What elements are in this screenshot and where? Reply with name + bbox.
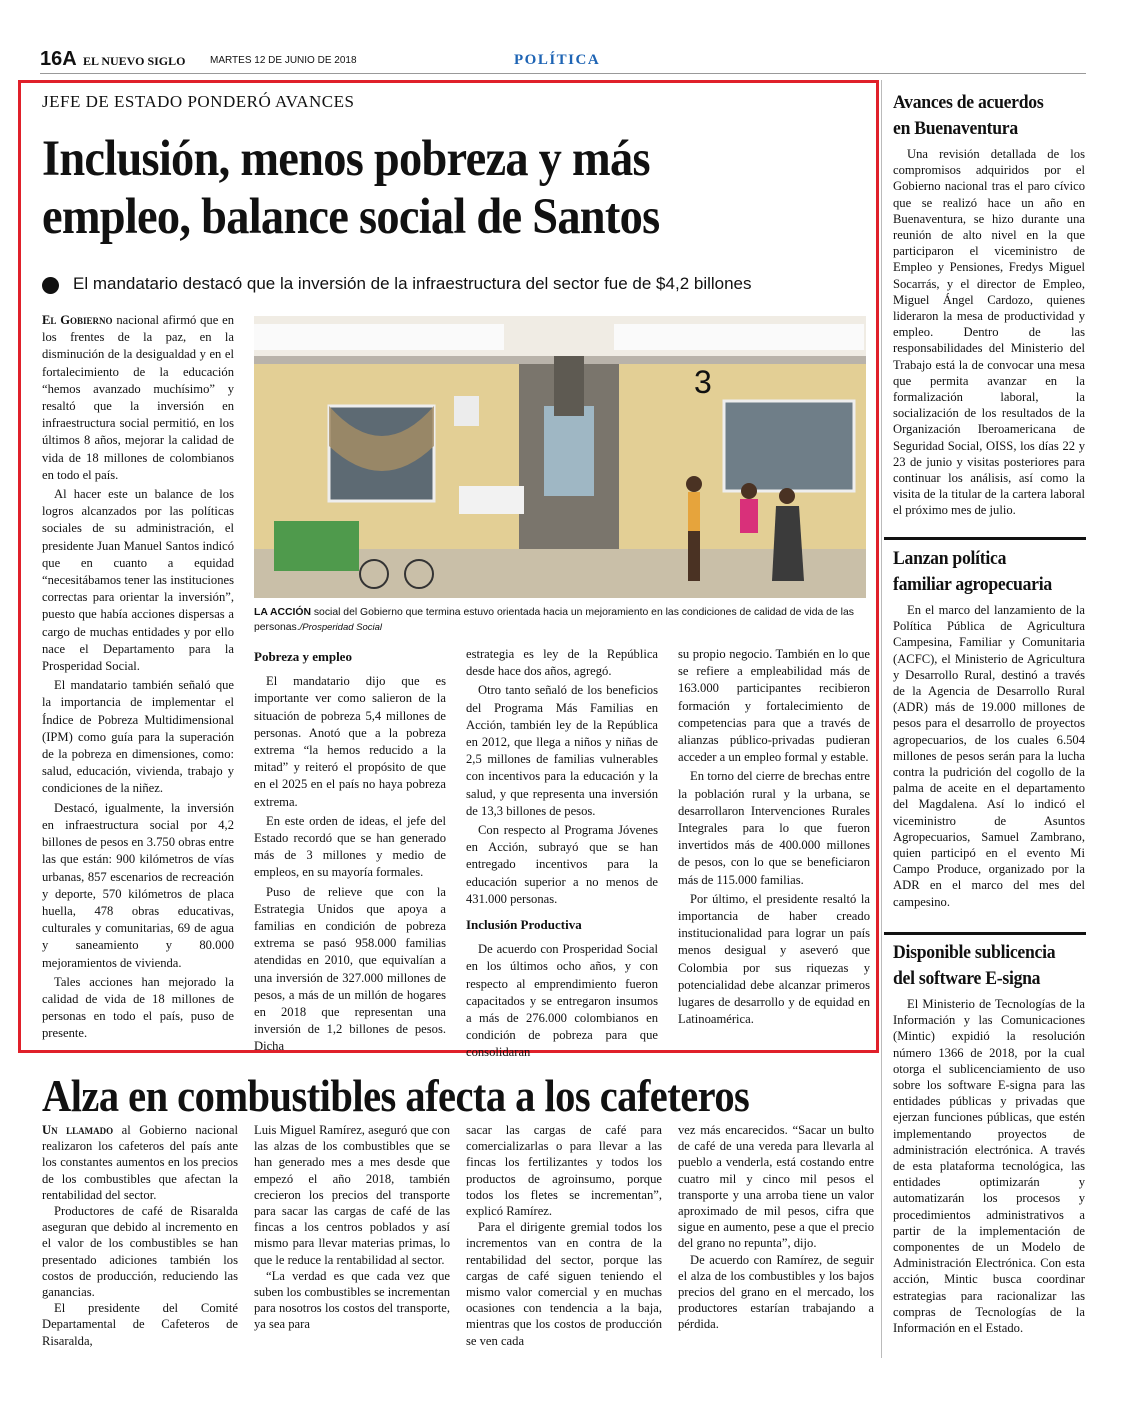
paragraph: Puso de relieve que con la Estrategia Unidos que apoya a familias en condición de pobreza extrema se pasó 958.000 familias atendidas en 2010, que equivalían a una inversión de 327.000 millones de pesos, a más de un millón de hogares en 2018 que representan una inversión de 1,2 billones de pesos. Dicha <box>254 884 446 1054</box>
paragraph: Destacó, igualmente, la inversión en infraestructura social por 4,2 billones de pesos en 3.750 obras entre las que están: 900 kilómetros de vías urbanas, 857 escenarios de recreación y deporte, 570 kilómetros de placa huella, 478 obras educativas, culturales y comunitarias, 69 de agua y saneamiento y 80.000 mejoramientos de vivienda. <box>42 800 234 970</box>
second-article-headline: Alza en combustibles afecta a los cafeteros <box>42 1070 750 1121</box>
paragraph: De acuerdo con Prosperidad Social en los últimos ocho años, y con respecto al emprendimiento fueron capacitados y se entregaron insumos a más de 276.000 colombianos en condición de pobreza para que consolidaran <box>466 942 658 1060</box>
paragraph: Por último, el presidente resaltó la importancia de haber creado institucionalidad para lograr un país menos desigual y aseveró que Colombia por sus riquezas y potencialidad debe alcanzar primeros lugares de desarrollo y de equidad en Latinoamérica. <box>678 891 870 1027</box>
photo-credit: /Prosperidad Social <box>299 622 383 633</box>
second-article-column-2 <box>254 1122 450 1333</box>
paragraph: El presidente del Comité Departamental de Cafeteros de Risaralda, <box>42 1301 238 1348</box>
paragraph: De acuerdo con Ramírez, de seguir el alza de los combustibles y los bajos precios del grano en el mercado, los productores estarían trabajando a pérdida. <box>678 1252 874 1332</box>
sidebar-brief-agropecuaria <box>893 546 1085 910</box>
newspaper-name: EL NUEVO SIGLO <box>83 54 186 68</box>
second-article-column-1 <box>42 1122 238 1349</box>
deck-bullet-icon <box>42 277 59 294</box>
article-column-3 <box>466 646 658 1064</box>
paragraph: vez más encarecidos. “Sacar un bulto de café de una vereda para llevarla al pueblo a venderla, está costando entre cuatro mil y cinco mil pesos el transporte y una arroba tiene un valor aproximado de mil pesos, cifra que sigue en aumento, pese a que el precio del grano no repunta”, dijo. <box>678 1123 874 1251</box>
paragraph: Un llamado al Gobierno nacional realizaron los cafeteros del país ante los constantes aumentos en los precios de los combustibles que afectan la rentabilidad del sector. <box>42 1123 239 1202</box>
paragraph: En torno del cierre de brechas entre la población rural y la urbana, se desarrollaron Intervenciones Rurales Integrales para lo que fueron invertidos más de 400.000 millones de pesos, con lo que se beneficiaron más de 115.000 familias. <box>678 769 870 887</box>
subheading: Pobreza y empleo <box>254 649 352 664</box>
column-divider <box>881 80 882 1358</box>
lead-in: El Gobierno <box>42 313 113 327</box>
photo-caption <box>254 605 866 635</box>
paragraph: El Gobierno nacional afirmó que en los frentes de la paz, en la disminución de la desigualdad y en el fortalecimiento de la educación “hemos avanzado muchísimo” y resaltó que la inversión en infraestructura social permitió, en los últimos 8 años, mejorar la calidad de vida de 18 millones de colombianos en todo el país. <box>42 313 234 482</box>
building-number-sign: 3 <box>694 364 712 400</box>
housing-photo-illustration <box>254 316 866 598</box>
paragraph: Otro tanto señaló de los beneficios del Programa Más Familias en Acción, también ley de la República en 2012, que llega a niños y niñas de 2,5 millones de familias vulnerables con incentivos para la educación y la salud, y que representa una inversión de 13,3 billones de pesos. <box>466 683 658 818</box>
lead-in: Un llamado <box>42 1123 114 1137</box>
paragraph: sacar las cargas de café para comercializarlas o para llevar a las fincas los fertilizantes y todos los productos de agroinsumo, porque todos los fletes se incrementan”, explicó Ramírez. <box>466 1123 662 1219</box>
section-title: POLÍTICA <box>514 52 601 68</box>
brief-title: Avances de acuerdos en Buenaventura <box>893 92 1044 139</box>
paragraph: Al hacer este un balance de los logros alcanzados por las políticas sociales de su administración, el presidente Juan Manuel Santos indicó que en cuanto a equidad “necesitábamos tener las instituciones correctas para orientar la inversión”, puesto que había acciones dispersas a cargo de muchas entidades y por ello nace el Departamento para la Prosperidad Social. <box>42 487 234 674</box>
headline-line-2: empleo, balance social de Santos <box>42 189 660 245</box>
paragraph: Para el dirigente gremial todos los incrementos van en contra de la rentabilidad del sector, porque las cargas de café siguen teniendo el mismo valor comercial y en muchas ocasiones con tendencia a la baja, mientras que los costos de producción se ven cada <box>466 1220 662 1348</box>
paragraph: Con respecto al Programa Jóvenes en Acción, subrayó que se han entregado incentivos para la educación superior a no menos de 431.000 personas. <box>466 823 658 906</box>
article-photo <box>254 316 866 598</box>
brief-title: Lanzan política familiar agropecuaria <box>893 548 1052 595</box>
paragraph: Luis Miguel Ramírez, aseguró que con las alzas de los combustibles que se han generado mes a mes desde que empezó el año 2018, también crecieron los precios del transporte para sacar las cargas de café de las fincas a los centros poblados y así mismo para llevar materias primas, lo que le reduce la rentabilidad al sector. <box>254 1123 450 1267</box>
brief-title: Disponible sublicencia del software E-signa <box>893 942 1056 989</box>
paragraph: El mandatario dijo que es importante ver como salieron de la situación de pobreza 5,4 millones de personas. Anotó que a la pobreza extrema “la hemos reducido a la mitad” y reiteró el propósito de que en el 2025 en el país no haya pobreza extrema. <box>254 674 446 809</box>
article-column-4 <box>678 646 870 1030</box>
caption-lead: LA ACCIÓN <box>254 607 311 618</box>
paragraph: “La verdad es que cada vez que suben los combustibles se incrementan para nosotros los costos del transporte, ya sea para <box>254 1268 450 1332</box>
sidebar-brief-buenaventura <box>893 90 1085 519</box>
page-number: 16A <box>40 48 77 70</box>
brief-text: Una revisión detallada de los compromisos adquiridos por el Gobierno nacional tras el paro cívico que se realizó hace un año en Buenaventura, se hizo durante una reunión de alto nivel en la que participaron el viceministro de Empleo y Pensiones, Fredys Miguel Socarrás, y el director de Empleo, Miguel Ángel Cardozo, quienes lideraron la mesa de productividad y empleo. Dentro de las responsabilidades del Ministerio del Trabajo está la de convocar una mesa que permita avanzar en la formalización laboral, la socialización de los resultados de la Organización Iberoamericana de Seguridad Social, OISS, los días 22 y 23 de junio y visitas posteriores para continuar los análisis, así como la visita de la titular de la cartera laboral el próximo mes de julio. <box>893 147 1085 518</box>
headline-line-1: Inclusión, menos pobreza y más <box>42 131 650 187</box>
paragraph: El mandatario también señaló que la importancia de implementar el Índice de Pobreza Multidimensional (IPM) como guía para la superación de la pobreza en dimensiones, como: salud, educación, vivienda, trabajo y condiciones de la niñez. <box>42 678 234 796</box>
second-article-column-3 <box>466 1122 662 1349</box>
paragraph: En este orden de ideas, el jefe del Estado recordó que se han generado más de 3 millones y medio de empleos, en su mayoría formales. <box>254 813 446 880</box>
sidebar-brief-e-signa <box>893 940 1085 1336</box>
brief-text: En el marco del lanzamiento de la Política Pública de Agricultura Campesina, Familiar y Comunitaria (ACFC), el Ministerio de Agricultura y Desarrollo Rural, destinó a través de la Agencia de Desarrollo Rural (ADR) más de 19.000 millones de pesos para el desarrollo de proyectos agropecuarios, de los cuales 6.504 millones de pesos serán para la lucha contra la pudrición del cogollo de la palma de aceite en el departamento del Magdalena. Así lo indicó el viceministro de Asuntos Agropecuarios, Samuel Zambrano, quien participó en el evento Mi Campo Produce, organizado por la ADR en el marco del mes del campesino. <box>893 603 1085 909</box>
sidebar-divider <box>884 932 1086 935</box>
paragraph: estrategia es ley de la República desde hace dos años, agregó. <box>466 647 658 679</box>
article-deck: El mandatario destacó que la inversión de la infraestructura del sector fue de $4,2 billones <box>73 274 752 293</box>
sidebar-divider <box>884 537 1086 540</box>
article-headline <box>42 130 797 246</box>
paragraph: su propio negocio. También en lo que se refiere a empleabilidad más de 163.000 participantes recibieron formación y fortalecimiento de competencias para que a través de alianzas público-privadas pudieran acceder a un empleo formal y estable. <box>678 647 870 765</box>
page-header <box>40 48 1086 74</box>
paragraph: Tales acciones han mejorado la calidad de vida de 18 millones de personas en todo el país, puso de presente. <box>42 974 234 1041</box>
article-column-1 <box>42 312 234 1045</box>
paragraph: Productores de café de Risaralda aseguran que debido al incremento en el valor de los combustibles se han presentado adiciones también los costos de producción, reduciendo las ganancias. <box>42 1204 238 1300</box>
article-column-2 <box>254 646 446 1058</box>
article-kicker: JEFE DE ESTADO PONDERÓ AVANCES <box>42 92 355 111</box>
caption-text: social del Gobierno que termina estuvo orientada hacia un mejoramiento en las condiciones de calidad de vida de las personas. <box>254 607 854 633</box>
subheading: Inclusión Productiva <box>466 917 582 933</box>
issue-date: MARTES 12 DE JUNIO DE 2018 <box>210 55 357 66</box>
second-article-column-4 <box>678 1122 874 1333</box>
brief-text: El Ministerio de Tecnologías de la Información y las Comunicaciones (Mintic) expidió la resolución número 1366 de 2018, por la cual otorga el sublicenciamiento de uso sobre los software E-signa para las entidades públicas y privadas que ejerzan funciones públicas, que estén implementando proyectos de administración electrónica. A través de esta plataforma tecnológica, las entidades optimizarán y automatizarán los procesos y procedimientos administrativos a partir de la implementación de componentes de un Modelo de Administración Electrónica. Con esta acción, Mintic busca coordinar estrategias para racionalizar las compras de Tecnologías de la Información en el Estado. <box>893 997 1085 1336</box>
